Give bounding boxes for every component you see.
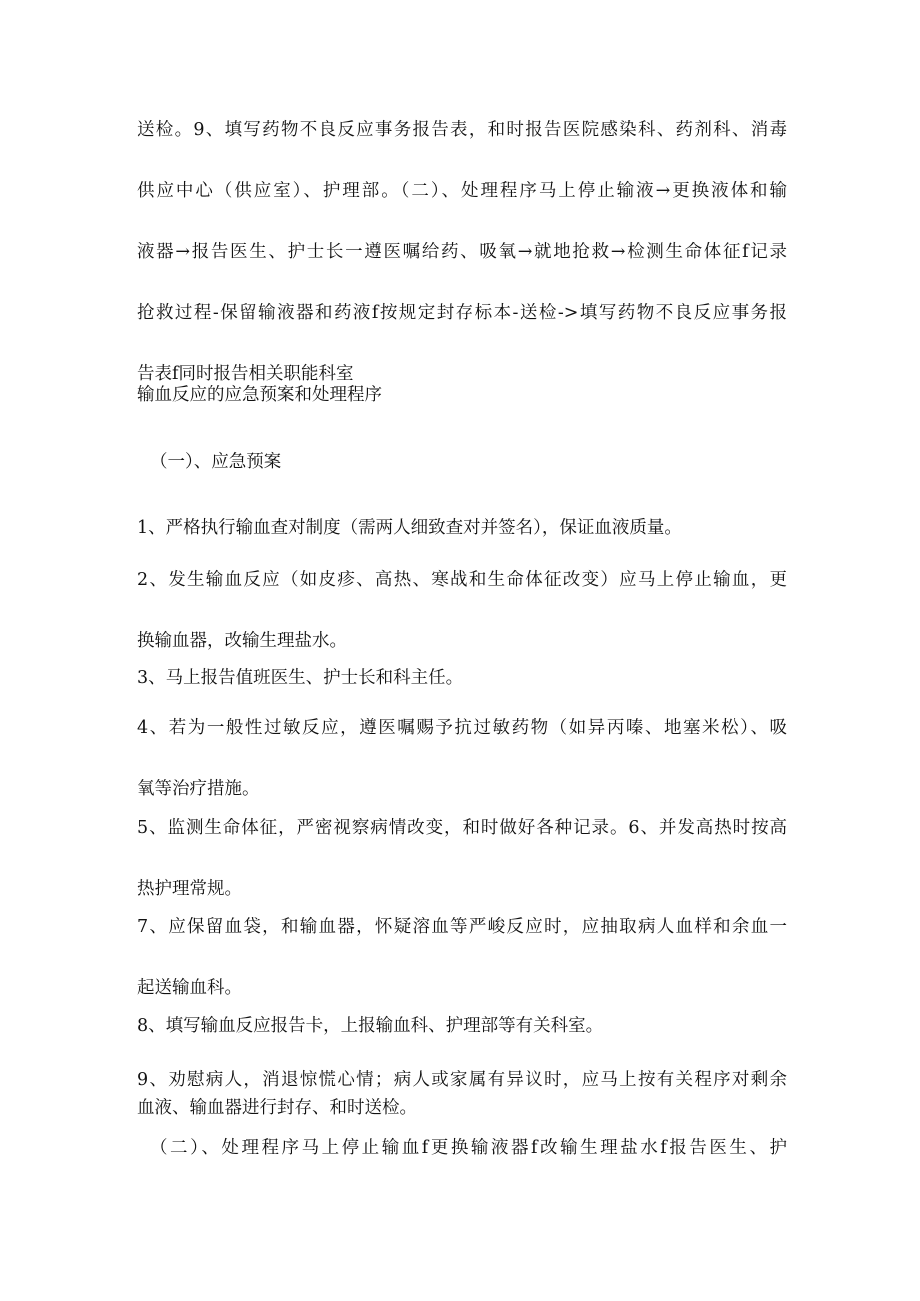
text-line: 血液、输血器进行封存、和时送检。: [137, 1098, 417, 1118]
text-line: 抢救过程-保留输液器和药液f按规定封存标本-送检->填写药物不良反应事务报: [137, 303, 787, 323]
list-item: [137, 668, 787, 688]
list-item: [137, 718, 787, 799]
list-item: [137, 917, 787, 998]
intro-paragraph: [137, 120, 787, 384]
text-line: 4、若为一般性过敏反应，遵医嘱赐予抗过敏药物（如异丙嗪、地塞米松）、吸: [137, 718, 787, 738]
text-line: 供应中心（供应室）、护理部。（二）、处理程序马上停止输液→更换液体和输: [137, 181, 787, 201]
list-item: [137, 570, 787, 651]
text-line: 氧等治疗措施。: [137, 779, 260, 799]
text-line: 9、劝慰病人，消退惊慌心情；病人或家属有异议时，应马上按有关程序对剩余: [137, 1070, 787, 1090]
subsection-title-emergency-plan: （一）、应急预案: [150, 452, 282, 472]
subsection-title-procedure: [150, 1138, 787, 1158]
text-line: 送检。9、填写药物不良反应事务报告表，和时报告医院感染科、药剂科、消毒: [137, 120, 787, 140]
text-line: 2、发生输血反应（如皮疹、高热、寒战和生命体征改变）应马上停止输血，更: [137, 570, 787, 590]
text-line: 起送输血科。: [137, 978, 242, 998]
text-line: 液器→报告医生、护士长一遵医嘱给药、吸氧→就地抢救→检测生命体征f记录: [137, 242, 787, 262]
text-line: 7、应保留血袋，和输血器，怀疑溶血等严峻反应时，应抽取病人血样和余血一: [137, 917, 787, 937]
text-line: 8、填写输血反应报告卡，上报输血科、护理部等有关科室。: [137, 1016, 604, 1036]
text-line: 换输血器，改输生理盐水。: [137, 631, 347, 651]
section-title: 输血反应的应急预案和处理程序: [137, 385, 382, 405]
text-line: 3、马上报告值班医生、护士长和科主任。: [137, 668, 464, 688]
list-item: [137, 1070, 787, 1118]
text-line: 5、监测生命体征，严密视察病情改变，和时做好各种记录。6、并发高热时按高: [137, 818, 787, 838]
list-item: [137, 818, 787, 899]
text-line: 告表f同时报告相关职能科室: [137, 364, 354, 384]
list-item: [137, 518, 787, 538]
list-item: [137, 1016, 787, 1036]
text-line: 1、严格执行输血查对制度（需两人细致查对并签名），保证血液质量。: [137, 518, 682, 538]
text-line: 热护理常规。: [137, 879, 242, 899]
text-line: （二）、处理程序马上停止输血f更换输液器f改输生理盐水f报告医生、护: [150, 1138, 787, 1158]
